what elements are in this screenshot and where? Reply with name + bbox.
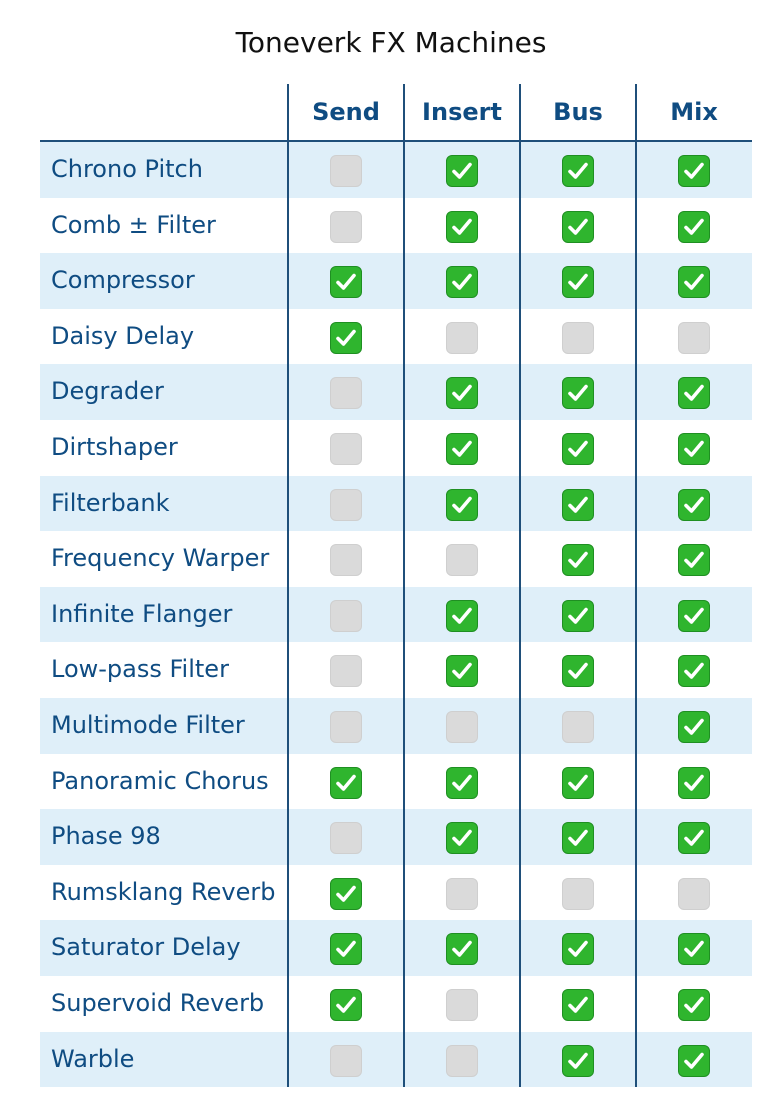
check-mark-icon	[562, 989, 594, 1021]
table-cell	[636, 642, 752, 698]
table-cell	[288, 642, 404, 698]
empty-box-icon	[330, 433, 362, 465]
empty-box-icon	[446, 322, 478, 354]
check-mark-icon	[678, 1045, 710, 1077]
table-cell	[636, 142, 752, 198]
table-cell	[636, 976, 752, 1032]
table-row	[40, 309, 752, 365]
table-cell	[288, 865, 404, 921]
check-mark-icon	[562, 600, 594, 632]
table-cell	[520, 142, 636, 198]
empty-box-icon	[446, 989, 478, 1021]
check-mark-icon	[330, 878, 362, 910]
table-cell	[636, 476, 752, 532]
check-mark-icon	[678, 211, 710, 243]
empty-box-icon	[330, 155, 362, 187]
table-cell	[520, 642, 636, 698]
table-cell	[404, 476, 520, 532]
table-row	[40, 420, 752, 476]
table-cell	[520, 698, 636, 754]
check-mark-icon	[678, 767, 710, 799]
table-cell	[288, 976, 404, 1032]
check-mark-icon	[678, 155, 710, 187]
row-label: Frequency Warper	[51, 544, 270, 573]
check-mark-icon	[678, 266, 710, 298]
check-mark-icon	[446, 655, 478, 687]
table-row	[40, 698, 752, 754]
empty-box-icon	[330, 711, 362, 743]
check-mark-icon	[446, 433, 478, 465]
row-label: Warble	[51, 1044, 135, 1073]
empty-box-icon	[446, 711, 478, 743]
table-cell	[404, 309, 520, 365]
table-cell	[520, 920, 636, 976]
row-label: Low-pass Filter	[51, 655, 229, 684]
table-row	[40, 642, 752, 698]
check-mark-icon	[678, 822, 710, 854]
table-row	[40, 865, 752, 921]
table-cell	[288, 920, 404, 976]
row-label: Rumsklang Reverb	[51, 877, 276, 906]
table-cell	[404, 253, 520, 309]
empty-box-icon	[330, 600, 362, 632]
check-mark-icon	[446, 489, 478, 521]
row-label: Degrader	[51, 377, 164, 406]
table-row	[40, 809, 752, 865]
table-cell	[520, 976, 636, 1032]
empty-box-icon	[330, 655, 362, 687]
table-cell	[288, 142, 404, 198]
table-cell	[404, 809, 520, 865]
header-row	[40, 84, 752, 142]
table-cell	[404, 142, 520, 198]
table-cell	[404, 587, 520, 643]
table-row	[40, 976, 752, 1032]
table-cell	[520, 476, 636, 532]
check-mark-icon	[446, 822, 478, 854]
check-mark-icon	[678, 655, 710, 687]
table-cell	[636, 198, 752, 254]
column-divider	[635, 84, 637, 1087]
check-mark-icon	[330, 933, 362, 965]
check-mark-icon	[562, 211, 594, 243]
row-label: Daisy Delay	[51, 321, 195, 350]
table-cell	[288, 476, 404, 532]
table-cell	[288, 309, 404, 365]
check-mark-icon	[678, 600, 710, 632]
empty-box-icon	[678, 878, 710, 910]
row-label: Multimode Filter	[51, 710, 245, 739]
table-cell	[288, 698, 404, 754]
row-label: Phase 98	[51, 822, 161, 851]
check-mark-icon	[562, 266, 594, 298]
table-cell	[288, 531, 404, 587]
check-mark-icon	[446, 600, 478, 632]
empty-box-icon	[562, 878, 594, 910]
check-mark-icon	[330, 322, 362, 354]
table-cell	[636, 698, 752, 754]
table-cell	[520, 253, 636, 309]
row-label: Comb ± Filter	[51, 210, 216, 239]
table-cell	[404, 642, 520, 698]
check-mark-icon	[562, 767, 594, 799]
table-cell	[288, 198, 404, 254]
table-cell	[288, 253, 404, 309]
row-label: Filterbank	[51, 488, 170, 517]
check-mark-icon	[562, 822, 594, 854]
check-mark-icon	[562, 155, 594, 187]
table-cell	[404, 698, 520, 754]
check-mark-icon	[678, 989, 710, 1021]
table-cell	[288, 364, 404, 420]
table-cell	[288, 754, 404, 810]
table-cell	[636, 1032, 752, 1088]
empty-box-icon	[562, 711, 594, 743]
check-mark-icon	[330, 767, 362, 799]
check-mark-icon	[446, 377, 478, 409]
table-cell	[520, 531, 636, 587]
table-cell	[520, 420, 636, 476]
row-label: Dirtshaper	[51, 432, 178, 461]
table-cell	[404, 1032, 520, 1088]
table-cell	[636, 754, 752, 810]
check-mark-icon	[678, 433, 710, 465]
check-mark-icon	[678, 711, 710, 743]
empty-box-icon	[678, 322, 710, 354]
table-row	[40, 253, 752, 309]
table-body	[40, 142, 752, 1087]
check-mark-icon	[446, 933, 478, 965]
empty-box-icon	[446, 1045, 478, 1077]
row-label: Saturator Delay	[51, 933, 241, 962]
table-row	[40, 476, 752, 532]
table-cell	[520, 809, 636, 865]
table-cell	[288, 420, 404, 476]
table-row	[40, 920, 752, 976]
column-divider	[287, 84, 289, 1087]
table-cell	[288, 809, 404, 865]
column-header: Send	[312, 98, 380, 126]
column-divider	[519, 84, 521, 1087]
empty-box-icon	[562, 322, 594, 354]
table-cell	[636, 865, 752, 921]
row-label: Supervoid Reverb	[51, 988, 265, 1017]
table-cell	[636, 420, 752, 476]
table-cell	[636, 309, 752, 365]
table-row	[40, 142, 752, 198]
table-row	[40, 364, 752, 420]
table-cell	[404, 420, 520, 476]
row-label: Infinite Flanger	[51, 599, 233, 628]
table-cell	[636, 253, 752, 309]
check-mark-icon	[446, 155, 478, 187]
table-cell	[404, 531, 520, 587]
table-cell	[404, 920, 520, 976]
table-row	[40, 531, 752, 587]
table-cell	[520, 865, 636, 921]
check-mark-icon	[678, 933, 710, 965]
check-mark-icon	[562, 377, 594, 409]
table-row	[40, 754, 752, 810]
empty-box-icon	[446, 544, 478, 576]
table-cell	[404, 865, 520, 921]
table-cell	[288, 1032, 404, 1088]
row-label: Chrono Pitch	[51, 155, 203, 183]
check-mark-icon	[678, 544, 710, 576]
table-cell	[520, 754, 636, 810]
check-mark-icon	[678, 489, 710, 521]
fx-table	[40, 84, 752, 1087]
chart-title: Toneverk FX Machines	[235, 26, 547, 59]
table-cell	[636, 920, 752, 976]
table-cell	[520, 1032, 636, 1088]
empty-box-icon	[330, 489, 362, 521]
table-cell	[520, 309, 636, 365]
table-cell	[636, 587, 752, 643]
table-cell	[404, 198, 520, 254]
check-mark-icon	[562, 933, 594, 965]
table-cell	[636, 364, 752, 420]
table-cell	[404, 754, 520, 810]
check-mark-icon	[562, 433, 594, 465]
empty-box-icon	[330, 377, 362, 409]
empty-box-icon	[330, 1045, 362, 1077]
check-mark-icon	[446, 767, 478, 799]
check-mark-icon	[446, 266, 478, 298]
table-cell	[520, 587, 636, 643]
column-divider	[403, 84, 405, 1087]
column-header: Mix	[670, 98, 718, 126]
row-label: Compressor	[51, 266, 195, 295]
table-cell	[636, 531, 752, 587]
row-label: Panoramic Chorus	[51, 766, 269, 795]
check-mark-icon	[562, 489, 594, 521]
table-cell	[636, 809, 752, 865]
empty-box-icon	[330, 544, 362, 576]
table-row	[40, 198, 752, 254]
column-header: Insert	[422, 98, 502, 126]
empty-box-icon	[330, 822, 362, 854]
check-mark-icon	[562, 1045, 594, 1077]
check-mark-icon	[446, 211, 478, 243]
table-row	[40, 587, 752, 643]
table-cell	[520, 364, 636, 420]
empty-box-icon	[446, 878, 478, 910]
check-mark-icon	[330, 266, 362, 298]
check-mark-icon	[562, 655, 594, 687]
check-mark-icon	[330, 989, 362, 1021]
table-row	[40, 1032, 752, 1088]
check-mark-icon	[678, 377, 710, 409]
table-cell	[404, 976, 520, 1032]
check-mark-icon	[562, 544, 594, 576]
table-cell	[520, 198, 636, 254]
table-cell	[404, 364, 520, 420]
column-header: Bus	[553, 98, 603, 126]
empty-box-icon	[330, 211, 362, 243]
table-cell	[288, 587, 404, 643]
